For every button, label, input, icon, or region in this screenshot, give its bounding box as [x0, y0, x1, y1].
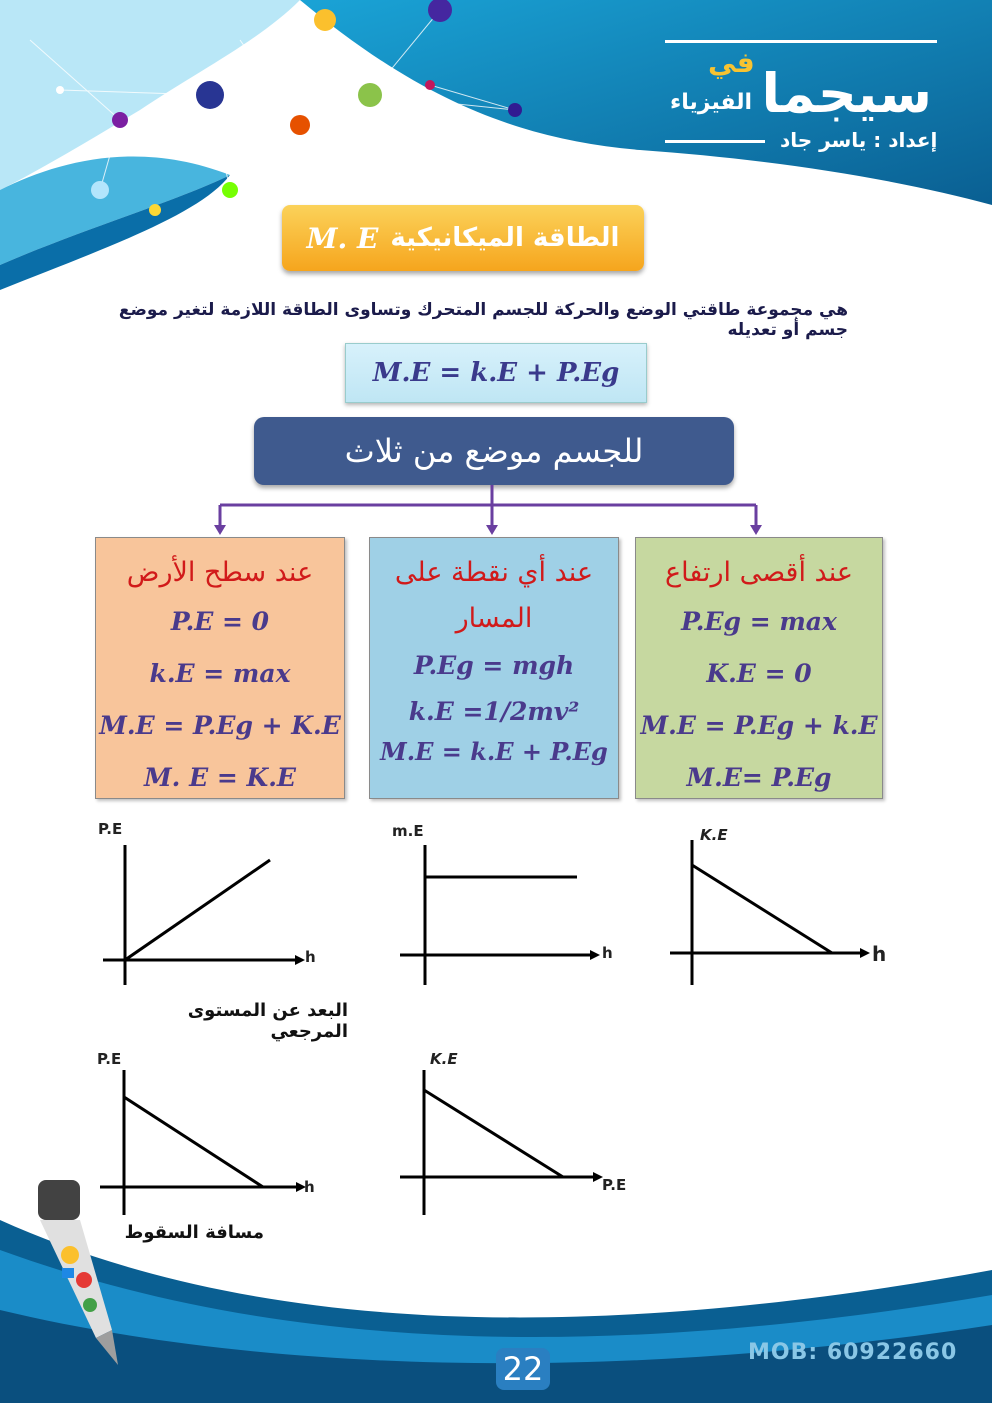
main-formula: M.E = k.E + P.Eg: [372, 358, 620, 388]
column-max-height: [635, 537, 883, 799]
graph-y-label: P.E: [97, 1050, 122, 1068]
page-title: [282, 205, 644, 271]
equation: M.E = P.Eg + k.E: [640, 711, 878, 740]
logo-author: إعداد : ياسر جاد: [780, 128, 938, 152]
column-path: [369, 537, 619, 799]
equation: k.E =1/2mv²: [408, 697, 580, 726]
equation: M.E = P.Eg + K.E: [99, 711, 341, 740]
graph-pe-rising: [95, 835, 325, 985]
equation: P.Eg = mgh: [413, 651, 575, 680]
title-symbol: M. E: [306, 221, 379, 255]
equation: P.Eg = max: [681, 607, 837, 636]
column-heading: عند سطح الأرض: [126, 557, 314, 588]
logo: [660, 40, 940, 160]
connector-arrows: [200, 485, 780, 540]
equation: M.E = k.E + P.Eg: [380, 737, 608, 766]
mobile-number: MOB: 60922660: [748, 1340, 958, 1365]
graph-x-label: P.E: [602, 1176, 627, 1194]
banner-text: للجسم موضع من ثلاث: [344, 432, 644, 470]
graph-y-label: P.E: [98, 820, 123, 838]
graph-x-label: h: [872, 942, 887, 966]
graph-x-label: h: [305, 948, 316, 966]
page-number: 22: [496, 1348, 550, 1390]
main-formula-box: [345, 343, 647, 403]
column-heading: عند أي نقطة على المسار: [394, 557, 594, 634]
graph-x-label: h: [602, 944, 613, 962]
column-heading: عند أقصى ارتفاع: [665, 557, 853, 588]
equation: M. E = K.E: [144, 763, 296, 792]
logo-fi: في: [708, 46, 755, 79]
equation: k.E = max: [149, 659, 291, 688]
logo-subtitle: الفيزياء: [670, 90, 753, 115]
graph-me-constant: [395, 835, 615, 985]
caption-fall-distance: مسافة السقوط: [124, 1222, 264, 1243]
caption-distance: البعد عن المستوى المرجعي: [187, 1000, 348, 1042]
graph-ke-falling: [670, 835, 875, 985]
graph-x-label: h: [304, 1178, 315, 1196]
logo-main: سيجما: [761, 62, 932, 125]
graph-y-label: K.E: [700, 826, 728, 844]
title-arabic: الطاقة الميكانيكية: [390, 223, 620, 253]
graph-y-label: m.E: [392, 822, 424, 840]
equation: M.E= P.Eg: [686, 763, 832, 792]
equation: K.E = 0: [706, 659, 812, 688]
column-ground: [95, 537, 345, 799]
equation: P.E = 0: [170, 607, 270, 636]
definition-text: هي مجموعة طاقتي الوضع والحركة للجسم المتحرك وتساوى الطاقة اللازمة لتغير موضع جسم أو تعديله: [118, 300, 848, 340]
section-banner: [254, 417, 734, 485]
graph-y-label: K.E: [430, 1050, 458, 1068]
